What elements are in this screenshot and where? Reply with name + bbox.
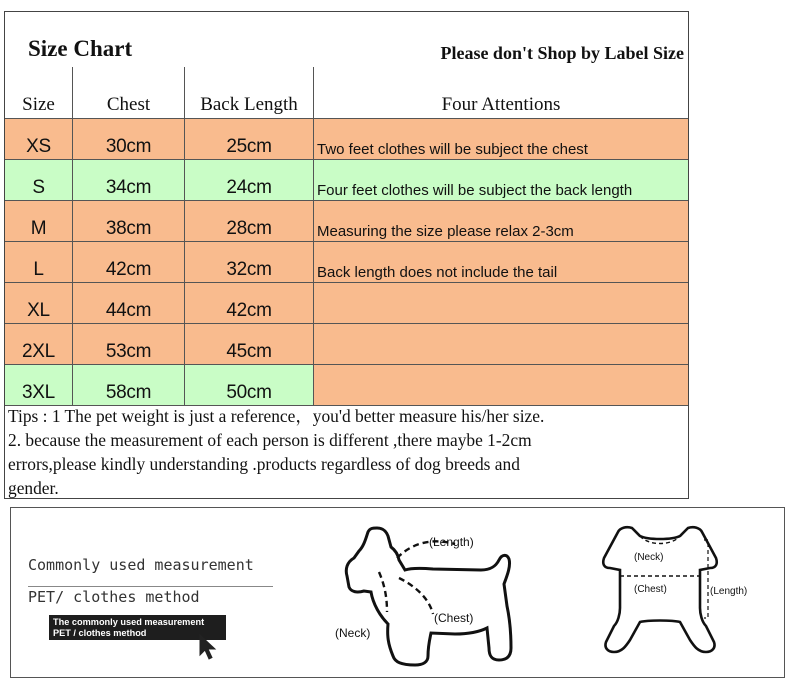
dog-measurement-diagram bbox=[321, 516, 536, 674]
attention-cell bbox=[314, 242, 688, 282]
chest-cell-text: 30cm bbox=[105, 136, 152, 157]
back-length-cell bbox=[185, 119, 314, 159]
cursor-arrow-icon bbox=[198, 634, 218, 660]
size-cell-text: 2XL bbox=[22, 341, 55, 362]
attention-cell bbox=[314, 283, 688, 323]
chest-cell bbox=[73, 242, 185, 282]
back-length-cell bbox=[185, 365, 314, 405]
back-length-cell-text: 42cm bbox=[226, 300, 272, 321]
dog-length-label: (Length) bbox=[429, 535, 474, 549]
chest-cell bbox=[73, 119, 185, 159]
chest-cell bbox=[73, 283, 185, 323]
size-cell-text: L bbox=[33, 259, 44, 280]
size-cell-text: XS bbox=[26, 136, 51, 157]
size-cell bbox=[5, 324, 73, 364]
chest-cell-text: 44cm bbox=[105, 300, 152, 321]
size-table bbox=[5, 67, 688, 406]
attention-cell-text: Two feet clothes will be subject the chest bbox=[317, 141, 588, 158]
chest-cell-text: 38cm bbox=[105, 218, 152, 239]
chart-title-row bbox=[5, 12, 688, 68]
clothes-length-label: (Length) bbox=[710, 586, 748, 597]
size-cell bbox=[5, 160, 73, 200]
attention-cell bbox=[314, 119, 688, 159]
chest-cell bbox=[73, 365, 185, 405]
chest-cell-text: 58cm bbox=[105, 382, 152, 403]
table-header-row bbox=[5, 67, 688, 119]
size-cell-text: M bbox=[30, 218, 47, 239]
back-length-cell bbox=[185, 283, 314, 323]
back-length-cell bbox=[185, 242, 314, 282]
attention-cell bbox=[314, 160, 688, 200]
tips-line: gender. bbox=[8, 478, 59, 498]
tips-line: Tips : 1 The pet weight is just a reference，you'd better measure his/her size. bbox=[8, 406, 545, 426]
tips-line: errors,please kindly understanding .products regardless of dog breeds and bbox=[8, 454, 520, 474]
size-cell bbox=[5, 119, 73, 159]
table-row bbox=[5, 324, 688, 365]
back-length-cell-text: 32cm bbox=[226, 259, 272, 280]
header-size: Size bbox=[5, 67, 73, 118]
clothes-chest-label: (Chest) bbox=[634, 584, 667, 595]
attention-cell-text: Measuring the size please relax 2-3cm bbox=[317, 223, 574, 240]
back-length-cell bbox=[185, 201, 314, 241]
chest-cell-text: 53cm bbox=[105, 341, 152, 362]
header-four-attentions: Four Attentions bbox=[441, 94, 561, 115]
measurement-panel bbox=[10, 507, 785, 678]
size-cell-text: 3XL bbox=[22, 382, 55, 403]
attention-cell-text: Back length does not include the tail bbox=[317, 264, 558, 281]
back-length-cell-text: 24cm bbox=[226, 177, 272, 198]
attention-cell bbox=[314, 201, 688, 241]
back-length-cell-text: 50cm bbox=[226, 382, 272, 403]
chest-cell-text: 34cm bbox=[105, 177, 152, 198]
back-length-cell-text: 45cm bbox=[226, 341, 272, 362]
back-length-cell bbox=[185, 160, 314, 200]
chest-cell bbox=[73, 160, 185, 200]
size-cell bbox=[5, 283, 73, 323]
size-cell bbox=[5, 242, 73, 282]
table-row bbox=[5, 365, 688, 406]
back-length-cell-text: 28cm bbox=[226, 218, 272, 239]
tips-line: 2. because the measurement of each person is different ,there maybe 1-2cm bbox=[8, 430, 532, 450]
table-row bbox=[5, 160, 688, 201]
chest-cell bbox=[73, 201, 185, 241]
clothes-measurement-diagram bbox=[576, 518, 781, 668]
divider bbox=[28, 586, 273, 587]
table-row bbox=[5, 242, 688, 283]
table-row bbox=[5, 201, 688, 242]
size-cell bbox=[5, 365, 73, 405]
size-cell bbox=[5, 201, 73, 241]
attention-cell-text: Four feet clothes will be subject the back length bbox=[317, 182, 633, 199]
attention-cell bbox=[314, 324, 688, 364]
clothes-neck-label: (Neck) bbox=[634, 552, 664, 563]
attention-cell bbox=[314, 365, 688, 405]
header-chest: Chest bbox=[73, 67, 185, 118]
size-chart bbox=[4, 11, 689, 499]
back-length-cell bbox=[185, 324, 314, 364]
method-subheading: PET/ clothes method bbox=[28, 588, 200, 606]
chest-cell-text: 42cm bbox=[105, 259, 152, 280]
chart-subtitle: Please don't Shop by Label Size bbox=[440, 43, 684, 63]
header-back-length: Back Length bbox=[185, 67, 314, 118]
caption-line: The commonly used measurement bbox=[53, 617, 205, 627]
size-cell-text: XL bbox=[27, 300, 50, 321]
dog-chest-label: (Chest) bbox=[434, 611, 474, 625]
back-length-cell-text: 25cm bbox=[226, 136, 272, 157]
method-heading: Commonly used measurement bbox=[28, 556, 254, 574]
size-cell-text: S bbox=[32, 177, 45, 198]
tips-text bbox=[8, 404, 688, 500]
chart-title: Size Chart bbox=[28, 36, 133, 61]
dog-neck-label: (Neck) bbox=[335, 626, 371, 640]
table-row bbox=[5, 283, 688, 324]
chest-cell bbox=[73, 324, 185, 364]
table-row bbox=[5, 119, 688, 160]
caption-line: PET / clothes method bbox=[53, 628, 147, 638]
